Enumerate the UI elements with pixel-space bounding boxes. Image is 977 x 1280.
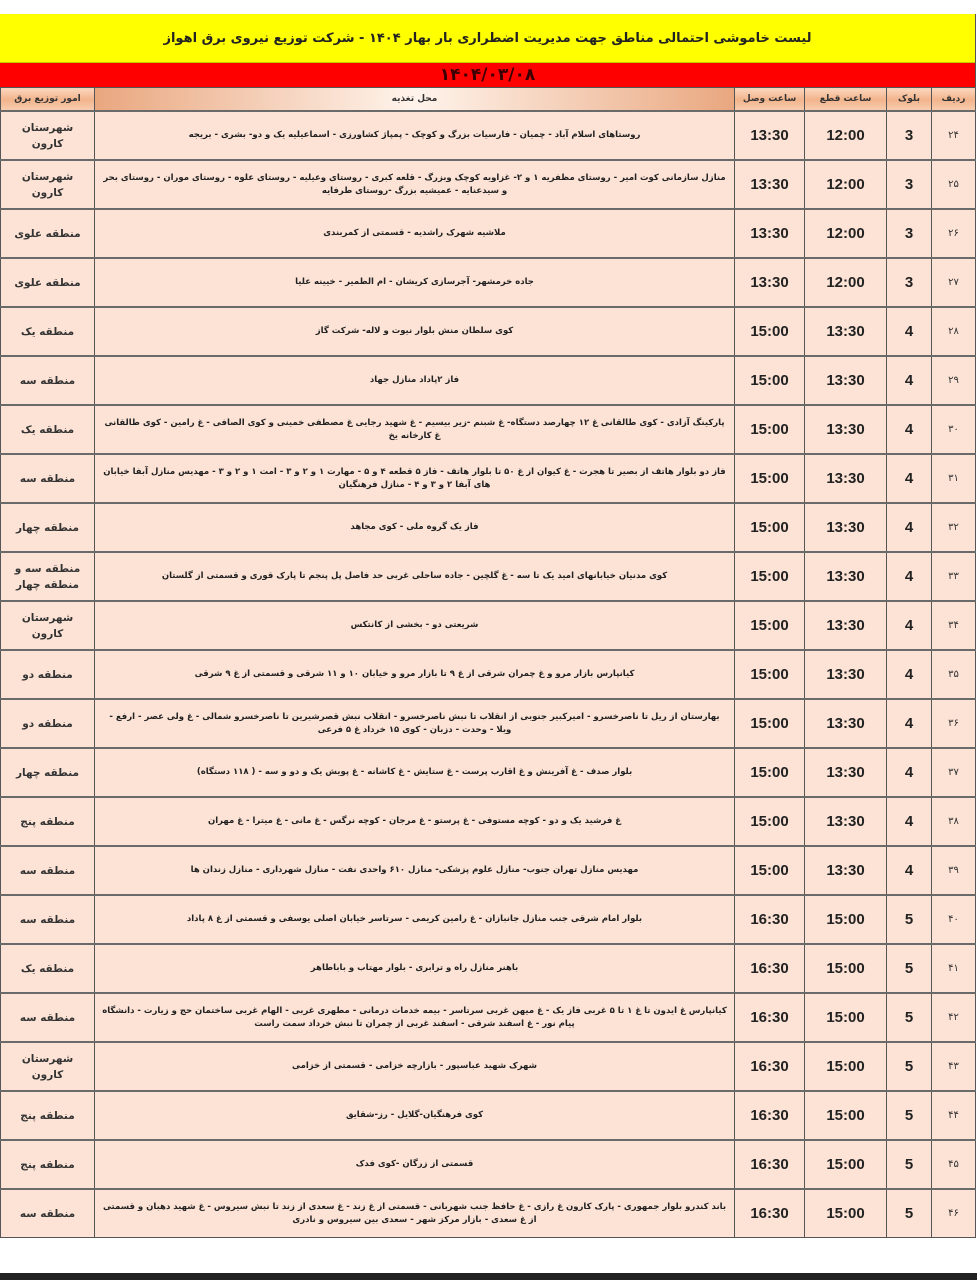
cut-time: 13:30 xyxy=(805,405,887,454)
distribution-region: منطقه سه xyxy=(1,846,95,895)
feed-location: جاده خرمشهر- آجرسازی کریشان - ام الطمیر - خیینه علیا xyxy=(95,258,735,307)
row-number: ۳۰ xyxy=(932,405,976,454)
cut-time: 12:00 xyxy=(805,258,887,307)
cut-time: 15:00 xyxy=(805,1189,887,1238)
distribution-region: منطقه سه xyxy=(1,454,95,503)
table-row xyxy=(1,111,976,160)
feed-location: شریعتی دو - بخشی از کانتکس xyxy=(95,601,735,650)
block-number: 4 xyxy=(887,503,932,552)
distribution-region: منطقه دو xyxy=(1,699,95,748)
cut-time: 13:30 xyxy=(805,601,887,650)
cut-time: 15:00 xyxy=(805,1091,887,1140)
block-number: 4 xyxy=(887,748,932,797)
cut-time: 12:00 xyxy=(805,160,887,209)
block-number: 4 xyxy=(887,356,932,405)
distribution-region: منطقه علوی xyxy=(1,209,95,258)
feed-location: کوی فرهنگیان-گلایل - رز-شقایق xyxy=(95,1091,735,1140)
table-row xyxy=(1,503,976,552)
distribution-region: منطقه چهار xyxy=(1,748,95,797)
table-row xyxy=(1,258,976,307)
distribution-region: منطقه یک xyxy=(1,944,95,993)
cut-time: 13:30 xyxy=(805,699,887,748)
distribution-region: منطقه سه xyxy=(1,895,95,944)
restore-time: 15:00 xyxy=(735,552,805,601)
cut-time: 15:00 xyxy=(805,1140,887,1189)
cut-time: 13:30 xyxy=(805,503,887,552)
schedule-date: ۱۴۰۴/۰۳/۰۸ xyxy=(0,63,975,87)
restore-time: 16:30 xyxy=(735,1091,805,1140)
row-number: ۲۸ xyxy=(932,307,976,356)
cut-time: 13:30 xyxy=(805,748,887,797)
feed-location: فاز یک گروه ملی - کوی مجاهد xyxy=(95,503,735,552)
row-number: ۴۳ xyxy=(932,1042,976,1091)
distribution-region: منطقه پنج xyxy=(1,1091,95,1140)
feed-location: ملاشیه شهرک راشدیه - قسمتی از کمربندی xyxy=(95,209,735,258)
table-row xyxy=(1,1091,976,1140)
restore-time: 15:00 xyxy=(735,650,805,699)
block-number: 4 xyxy=(887,699,932,748)
cut-time: 13:30 xyxy=(805,797,887,846)
cut-time: 13:30 xyxy=(805,307,887,356)
block-number: 4 xyxy=(887,650,932,699)
feed-location: بهارستان از ریل تا ناصرخسرو - امیرکبیر جنوبی از انقلاب تا نبش ناصرخسرو - انقلاب نبش قصرشیرین تا ناصرخسرو شمالی - غ ولی عصر - ارفع - ویلا - وحدت - دزبان - کوی ۱۵ خرداد غ ۵ فرعی xyxy=(95,699,735,748)
block-number: 3 xyxy=(887,209,932,258)
row-number: ۳۶ xyxy=(932,699,976,748)
row-number: ۳۸ xyxy=(932,797,976,846)
restore-time: 13:30 xyxy=(735,111,805,160)
outage-schedule-sheet xyxy=(0,14,976,1238)
row-number: ۲۵ xyxy=(932,160,976,209)
table-row xyxy=(1,356,976,405)
distribution-region: منطقه سه و منطقه چهار xyxy=(1,552,95,601)
table-row xyxy=(1,846,976,895)
table-row xyxy=(1,209,976,258)
col-header-location: محل تغذیه xyxy=(95,88,735,112)
row-number: ۳۳ xyxy=(932,552,976,601)
restore-time: 16:30 xyxy=(735,1189,805,1238)
restore-time: 15:00 xyxy=(735,503,805,552)
distribution-region: شهرستان کارون xyxy=(1,111,95,160)
cut-time: 13:30 xyxy=(805,454,887,503)
distribution-region: منطقه سه xyxy=(1,993,95,1042)
block-number: 4 xyxy=(887,601,932,650)
feed-location: کیانپارس بازار مرو و غ چمران شرقی از غ ۹ تا بازار مرو و خیابان ۱۰ و ۱۱ شرقی و قسمتی از غ ۹ شرقی xyxy=(95,650,735,699)
block-number: 5 xyxy=(887,895,932,944)
feed-location: بلوار امام شرقی جنب منازل جانبازان - غ رامین کریمی - سرتاسر خیابان اصلی یوسفی و قسمتی از غ ۸ پاداد xyxy=(95,895,735,944)
table-row xyxy=(1,895,976,944)
table-row xyxy=(1,699,976,748)
cut-time: 12:00 xyxy=(805,111,887,160)
cut-time: 15:00 xyxy=(805,895,887,944)
row-number: ۴۵ xyxy=(932,1140,976,1189)
restore-time: 16:30 xyxy=(735,1042,805,1091)
row-number: ۴۱ xyxy=(932,944,976,993)
block-number: 4 xyxy=(887,454,932,503)
table-row xyxy=(1,944,976,993)
col-header-block: بلوک xyxy=(887,88,932,112)
distribution-region: منطقه دو xyxy=(1,650,95,699)
feed-location: غ فرشید یک و دو - کوچه مستوفی - غ پرستو - غ مرجان - کوچه نرگس - غ مانی - غ میترا - غ مهران xyxy=(95,797,735,846)
restore-time: 15:00 xyxy=(735,601,805,650)
row-number: ۳۲ xyxy=(932,503,976,552)
table-row xyxy=(1,405,976,454)
restore-time: 15:00 xyxy=(735,405,805,454)
feed-location: روستاهای اسلام آباد - چمیان - فارسیات بزرگ و کوچک - پمپاژ کشاورزی - اسماعیلیه یک و دو- بشری - بریجه xyxy=(95,111,735,160)
document-title: لیست خاموشی احتمالی مناطق جهت مدیریت اضطراری بار بهار ۱۴۰۴ - شرکت توزیع نیروی برق اهواز xyxy=(0,14,975,63)
table-row xyxy=(1,650,976,699)
block-number: 5 xyxy=(887,1189,932,1238)
cut-time: 15:00 xyxy=(805,944,887,993)
feed-location: کیانپارس غ ایدون تا غ ۱ تا ۵ غربی فاز یک - غ میهن غربی سرتاسر - بیمه خدمات درمانی - مطهری غربی - الهام غربی ساختمان حج و زیارت - دانشگاه پیام نور - غ اسفند شرقی - اسفند غربی از چمران تا نبش خرداد سمت راست xyxy=(95,993,735,1042)
restore-time: 13:30 xyxy=(735,160,805,209)
row-number: ۲۴ xyxy=(932,111,976,160)
cut-time: 15:00 xyxy=(805,1042,887,1091)
restore-time: 16:30 xyxy=(735,993,805,1042)
block-number: 3 xyxy=(887,160,932,209)
cut-time: 13:30 xyxy=(805,552,887,601)
restore-time: 15:00 xyxy=(735,699,805,748)
feed-location: بلوار صدف - غ آفرینش و غ اقارب پرست - غ ستایش - غ کاشانه - غ پویش یک و دو و سه - ( ۱۱۸ دستگاه) xyxy=(95,748,735,797)
bottom-bar xyxy=(0,1273,977,1280)
col-header-region: امور توزیع برق xyxy=(1,88,95,112)
cut-time: 12:00 xyxy=(805,209,887,258)
table-row xyxy=(1,1042,976,1091)
row-number: ۳۵ xyxy=(932,650,976,699)
restore-time: 16:30 xyxy=(735,1140,805,1189)
feed-location: مهدیس منازل تهران جنوب- منازل علوم پزشکی- منازل ۶۱۰ واحدی نفت - منازل شهرداری - منازل زندان ها xyxy=(95,846,735,895)
restore-time: 16:30 xyxy=(735,895,805,944)
cut-time: 13:30 xyxy=(805,846,887,895)
distribution-region: منطقه سه xyxy=(1,1189,95,1238)
col-header-row-no: ردیف xyxy=(932,88,976,112)
col-header-cut-time: ساعت قطع xyxy=(805,88,887,112)
feed-location: فاز دو بلوار هاتف از بصیر تا هجرت - غ کیوان از غ ۵۰ تا بلوار هاتف - فاز ۵ قطعه ۴ و ۵ - مهارت ۱ و ۲ و ۳ - امت ۱ و ۲ و ۳ - مهدیس منازل آبفا خیابان های آبفا ۲ و ۳ و ۴ - منازل فرهنگیان xyxy=(95,454,735,503)
distribution-region: منطقه پنج xyxy=(1,1140,95,1189)
distribution-region: منطقه علوی xyxy=(1,258,95,307)
block-number: 4 xyxy=(887,846,932,895)
feed-location: باند کندرو بلوار جمهوری - پارک کارون غ رازی - غ حافظ جنب شهربانی - قسمتی از غ زند - غ سعدی از زند تا نبش سیروس - غ شهید دهبان و قسمتی از غ سعدی - بازار مرکز شهر - سعدی بین سیروس و نادری xyxy=(95,1189,735,1238)
distribution-region: منطقه یک xyxy=(1,405,95,454)
feed-location: شهرک شهید عباسپور - بازارچه خزامی - قسمتی از خزامی xyxy=(95,1042,735,1091)
block-number: 4 xyxy=(887,307,932,356)
table-row xyxy=(1,307,976,356)
row-number: ۳۹ xyxy=(932,846,976,895)
block-number: 5 xyxy=(887,1091,932,1140)
restore-time: 15:00 xyxy=(735,797,805,846)
cut-time: 15:00 xyxy=(805,993,887,1042)
col-header-restore-time: ساعت وصل xyxy=(735,88,805,112)
table-row xyxy=(1,797,976,846)
block-number: 4 xyxy=(887,405,932,454)
block-number: 5 xyxy=(887,1042,932,1091)
table-row xyxy=(1,993,976,1042)
restore-time: 13:30 xyxy=(735,209,805,258)
block-number: 3 xyxy=(887,258,932,307)
table-row xyxy=(1,601,976,650)
block-number: 4 xyxy=(887,552,932,601)
feed-location: فاز ۲پاداد منازل جهاد xyxy=(95,356,735,405)
block-number: 5 xyxy=(887,993,932,1042)
row-number: ۴۴ xyxy=(932,1091,976,1140)
distribution-region: منطقه سه xyxy=(1,356,95,405)
table-row xyxy=(1,1189,976,1238)
restore-time: 15:00 xyxy=(735,307,805,356)
table-row xyxy=(1,1140,976,1189)
feed-location: کوی مدنیان خیابانهای امید یک تا سه - غ گلچین - جاده ساحلی غربی حد فاصل پل پنجم تا پارک قوری و قسمتی از گلستان xyxy=(95,552,735,601)
row-number: ۲۷ xyxy=(932,258,976,307)
table-row xyxy=(1,552,976,601)
restore-time: 16:30 xyxy=(735,944,805,993)
feed-location: باهنر منازل راه و ترابری - بلوار مهتاب و باباطاهر xyxy=(95,944,735,993)
block-number: 3 xyxy=(887,111,932,160)
distribution-region: شهرستان کارون xyxy=(1,160,95,209)
row-number: ۳۱ xyxy=(932,454,976,503)
feed-location: منازل سازمانی کوت امیر - روستای مظفریه ۱ و ۲- غزاویه کوچک وبزرگ - قلعه کبری - روستای وعیلیه - روستای علوه - روستای موران - روستای بحر و سیدعنایه - عمیشیه بزرگ -روستای طرفایه xyxy=(95,160,735,209)
table-row xyxy=(1,454,976,503)
distribution-region: منطقه یک xyxy=(1,307,95,356)
row-number: ۴۲ xyxy=(932,993,976,1042)
row-number: ۳۴ xyxy=(932,601,976,650)
feed-location: قسمتی از زرگان -کوی فدک xyxy=(95,1140,735,1189)
block-number: 4 xyxy=(887,797,932,846)
table-row xyxy=(1,748,976,797)
cut-time: 13:30 xyxy=(805,356,887,405)
restore-time: 15:00 xyxy=(735,454,805,503)
row-number: ۴۰ xyxy=(932,895,976,944)
restore-time: 15:00 xyxy=(735,846,805,895)
block-number: 5 xyxy=(887,1140,932,1189)
row-number: ۲۹ xyxy=(932,356,976,405)
distribution-region: منطقه چهار xyxy=(1,503,95,552)
restore-time: 13:30 xyxy=(735,258,805,307)
outage-table xyxy=(0,87,976,1238)
table-row xyxy=(1,160,976,209)
block-number: 5 xyxy=(887,944,932,993)
feed-location: پارکینگ آزادی - کوی طالقانی غ ۱۲ چهارصد دستگاه- غ شبنم -زیر بیسیم - غ شهید رجایی غ مصطفی خمینی و کوی الصافی - غ رامین - کوی طالقانی غ کارخانه یخ xyxy=(95,405,735,454)
table-header-row xyxy=(1,88,976,112)
cut-time: 13:30 xyxy=(805,650,887,699)
restore-time: 15:00 xyxy=(735,748,805,797)
row-number: ۴۶ xyxy=(932,1189,976,1238)
restore-time: 15:00 xyxy=(735,356,805,405)
distribution-region: شهرستان کارون xyxy=(1,601,95,650)
feed-location: کوی سلطان منش بلوار نیوت و لاله- شرکت گاز xyxy=(95,307,735,356)
row-number: ۲۶ xyxy=(932,209,976,258)
distribution-region: شهرستان کارون xyxy=(1,1042,95,1091)
row-number: ۳۷ xyxy=(932,748,976,797)
distribution-region: منطقه پنج xyxy=(1,797,95,846)
